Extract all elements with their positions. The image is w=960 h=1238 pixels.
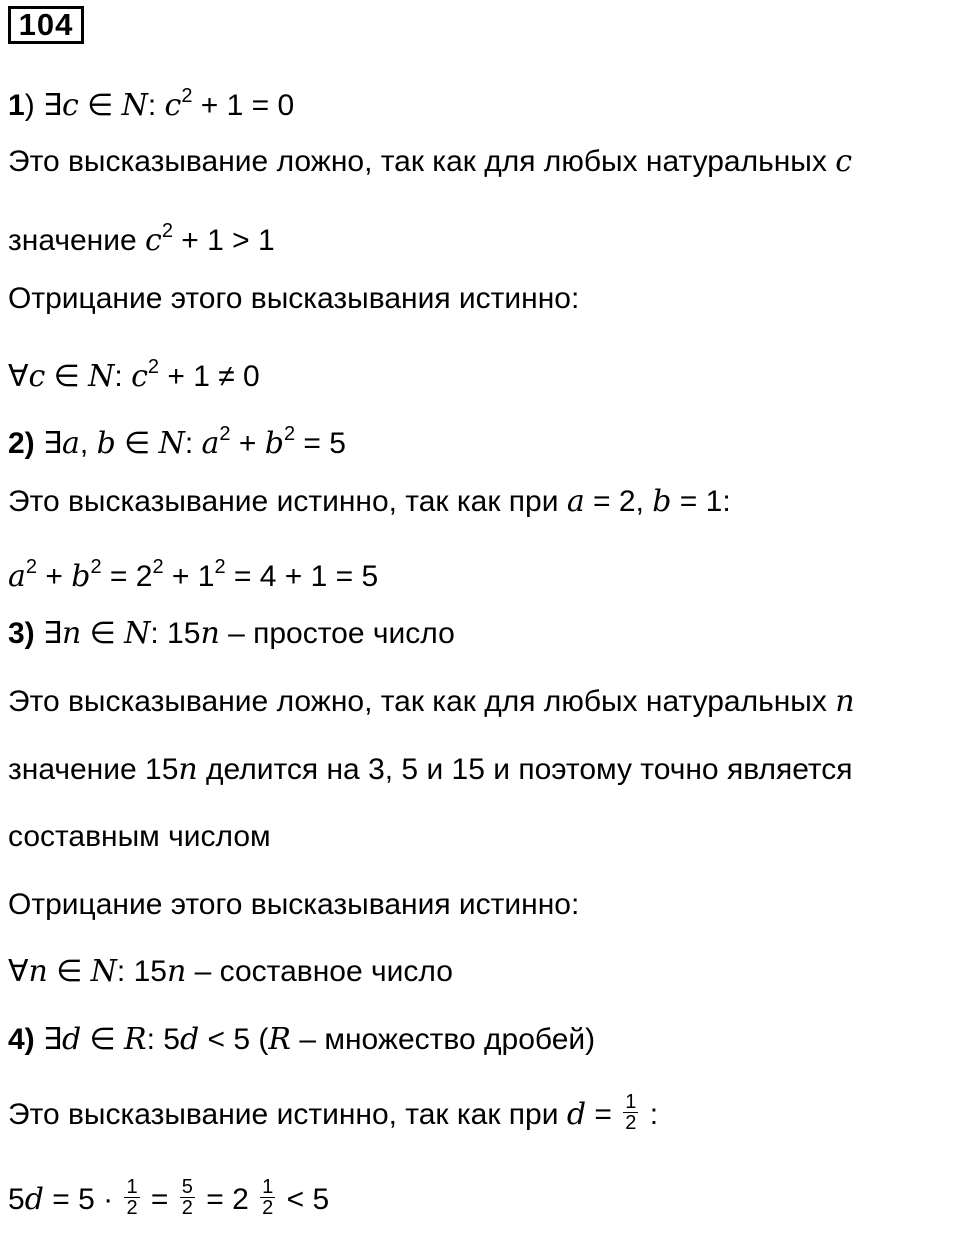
fraction-numerator: 1	[625, 1090, 637, 1113]
text: < 5 (	[199, 1023, 269, 1056]
in-symbol: ∈	[81, 1023, 125, 1056]
expr-tail: = 5	[295, 427, 346, 460]
part4-statement	[8, 1020, 595, 1060]
exponent: 2	[147, 356, 160, 378]
text: + 1 > 1	[172, 224, 275, 257]
part4-calculation	[8, 1175, 330, 1222]
colon: :	[147, 89, 165, 122]
text: = 1:	[671, 485, 731, 518]
fraction-denominator: 2	[126, 1196, 138, 1219]
fraction	[260, 1177, 275, 1218]
part1-negation	[8, 347, 260, 397]
math-set: R	[124, 1022, 147, 1057]
text: Это высказывание истинно, так как при	[8, 1098, 567, 1131]
math-var: n	[166, 954, 187, 989]
math-var: c	[28, 359, 46, 394]
expr-tail: + 1 ≠ 0	[159, 360, 260, 393]
text: – составное число	[186, 955, 453, 988]
math-var: a	[62, 426, 80, 461]
fraction	[124, 1177, 139, 1218]
math-var: c	[61, 88, 79, 123]
exists-symbol: ∃	[43, 1023, 62, 1056]
text: значение 15	[8, 753, 179, 786]
text: :	[641, 1098, 659, 1131]
fraction-denominator: 2	[181, 1196, 193, 1219]
comma: ,	[79, 427, 97, 460]
colon: : 15	[116, 955, 167, 988]
math-set: N	[158, 426, 185, 461]
text: – простое число	[219, 617, 455, 650]
math-var: n	[835, 684, 855, 719]
math-var: n	[200, 616, 220, 651]
forall-symbol: ∀	[8, 955, 29, 988]
colon: :	[114, 360, 132, 393]
text: =	[586, 1098, 621, 1131]
math-var: b	[96, 426, 116, 461]
text: = 5 ·	[43, 1183, 122, 1216]
exists-symbol: ∃	[43, 427, 62, 460]
fraction	[623, 1092, 638, 1133]
math-var: d	[62, 1022, 82, 1057]
math-set: R	[268, 1022, 291, 1057]
part4-text-line1	[8, 1090, 659, 1137]
math-var: c	[145, 223, 162, 258]
math-set: N	[88, 359, 115, 394]
part3-negation-label: Отрицание этого высказывания истинно:	[8, 888, 580, 921]
expr-tail: + 1 = 0	[192, 89, 295, 122]
math-var: n	[178, 752, 198, 787]
part2-calculation	[8, 547, 378, 597]
part2-number: 2)	[8, 427, 35, 460]
in-symbol: ∈	[81, 617, 125, 650]
exists-symbol: ∃	[43, 89, 62, 122]
in-symbol: ∈	[47, 955, 91, 988]
math-set: N	[124, 616, 151, 651]
fraction-numerator: 1	[262, 1175, 274, 1198]
math-var: n	[28, 954, 48, 989]
math-var: b	[264, 426, 284, 461]
colon: : 5	[146, 1023, 180, 1056]
colon: : 15	[150, 617, 201, 650]
in-symbol: ∈	[45, 360, 89, 393]
part1-negation-label: Отрицание этого высказывания истинно:	[8, 282, 580, 315]
text: = 2	[101, 560, 153, 593]
part3-number: 3)	[8, 617, 35, 650]
fraction	[180, 1177, 195, 1218]
exponent: 2	[161, 220, 173, 242]
part3-text-line2	[8, 750, 853, 790]
exponent: 2	[90, 556, 102, 578]
paren: )	[24, 89, 44, 122]
part2-statement	[8, 414, 346, 464]
part3-text-line3: составным числом	[8, 820, 271, 853]
plus: +	[37, 560, 72, 593]
in-symbol: ∈	[78, 89, 122, 122]
fraction-denominator: 2	[625, 1111, 637, 1134]
text: Это высказывание ложно, так как для любых натуральных	[8, 685, 836, 718]
math-set: N	[121, 88, 148, 123]
part2-text-line1	[8, 482, 731, 522]
exists-symbol: ∃	[43, 617, 62, 650]
part3-negation	[8, 952, 453, 992]
exponent: 2	[181, 85, 193, 107]
fraction-numerator: 5	[181, 1175, 193, 1198]
math-var: d	[24, 1182, 44, 1217]
math-var: c	[835, 144, 853, 179]
math-var: c	[164, 88, 182, 123]
text: = 2,	[584, 485, 653, 518]
part1-text-line1	[8, 142, 852, 182]
text: значение	[8, 224, 146, 257]
math-var: c	[131, 359, 148, 394]
forall-symbol: ∀	[8, 360, 29, 393]
text: = 4 + 1 = 5	[225, 560, 379, 593]
text: – множество дробей)	[291, 1023, 596, 1056]
colon: :	[184, 427, 202, 460]
exponent: 2	[283, 423, 296, 445]
part3-text-line1	[8, 682, 855, 722]
fraction-denominator: 2	[262, 1196, 274, 1219]
math-set: N	[90, 954, 117, 989]
exponent: 2	[25, 556, 38, 578]
math-var: d	[566, 1097, 587, 1132]
part4-number: 4)	[8, 1023, 35, 1056]
exponent: 2	[219, 423, 231, 445]
text: Это высказывание ложно, так как для любых натуральных	[8, 145, 836, 178]
text: < 5	[278, 1183, 330, 1216]
text: делится на 3, 5 и 15 и поэтому точно является	[197, 753, 853, 786]
part1-statement	[8, 76, 294, 126]
in-symbol: ∈	[115, 427, 159, 460]
text: 5	[8, 1183, 25, 1216]
fraction-numerator: 1	[126, 1175, 138, 1198]
exponent: 2	[152, 556, 164, 578]
math-var: a	[566, 484, 585, 519]
math-var: d	[179, 1022, 200, 1057]
text: + 1	[163, 560, 215, 593]
text: Это высказывание истинно, так как при	[8, 485, 567, 518]
task-number-box: 104	[8, 6, 84, 44]
part1-number: 1	[8, 89, 25, 122]
math-var: a	[8, 559, 26, 594]
math-var: b	[652, 484, 672, 519]
math-var: a	[201, 426, 220, 461]
part1-text-line2	[8, 211, 275, 261]
text: = 2	[197, 1183, 258, 1216]
math-var: b	[71, 559, 91, 594]
part3-statement	[8, 614, 455, 654]
exponent: 2	[214, 556, 226, 578]
text: =	[142, 1183, 177, 1216]
plus: +	[230, 427, 265, 460]
math-var: n	[62, 616, 82, 651]
